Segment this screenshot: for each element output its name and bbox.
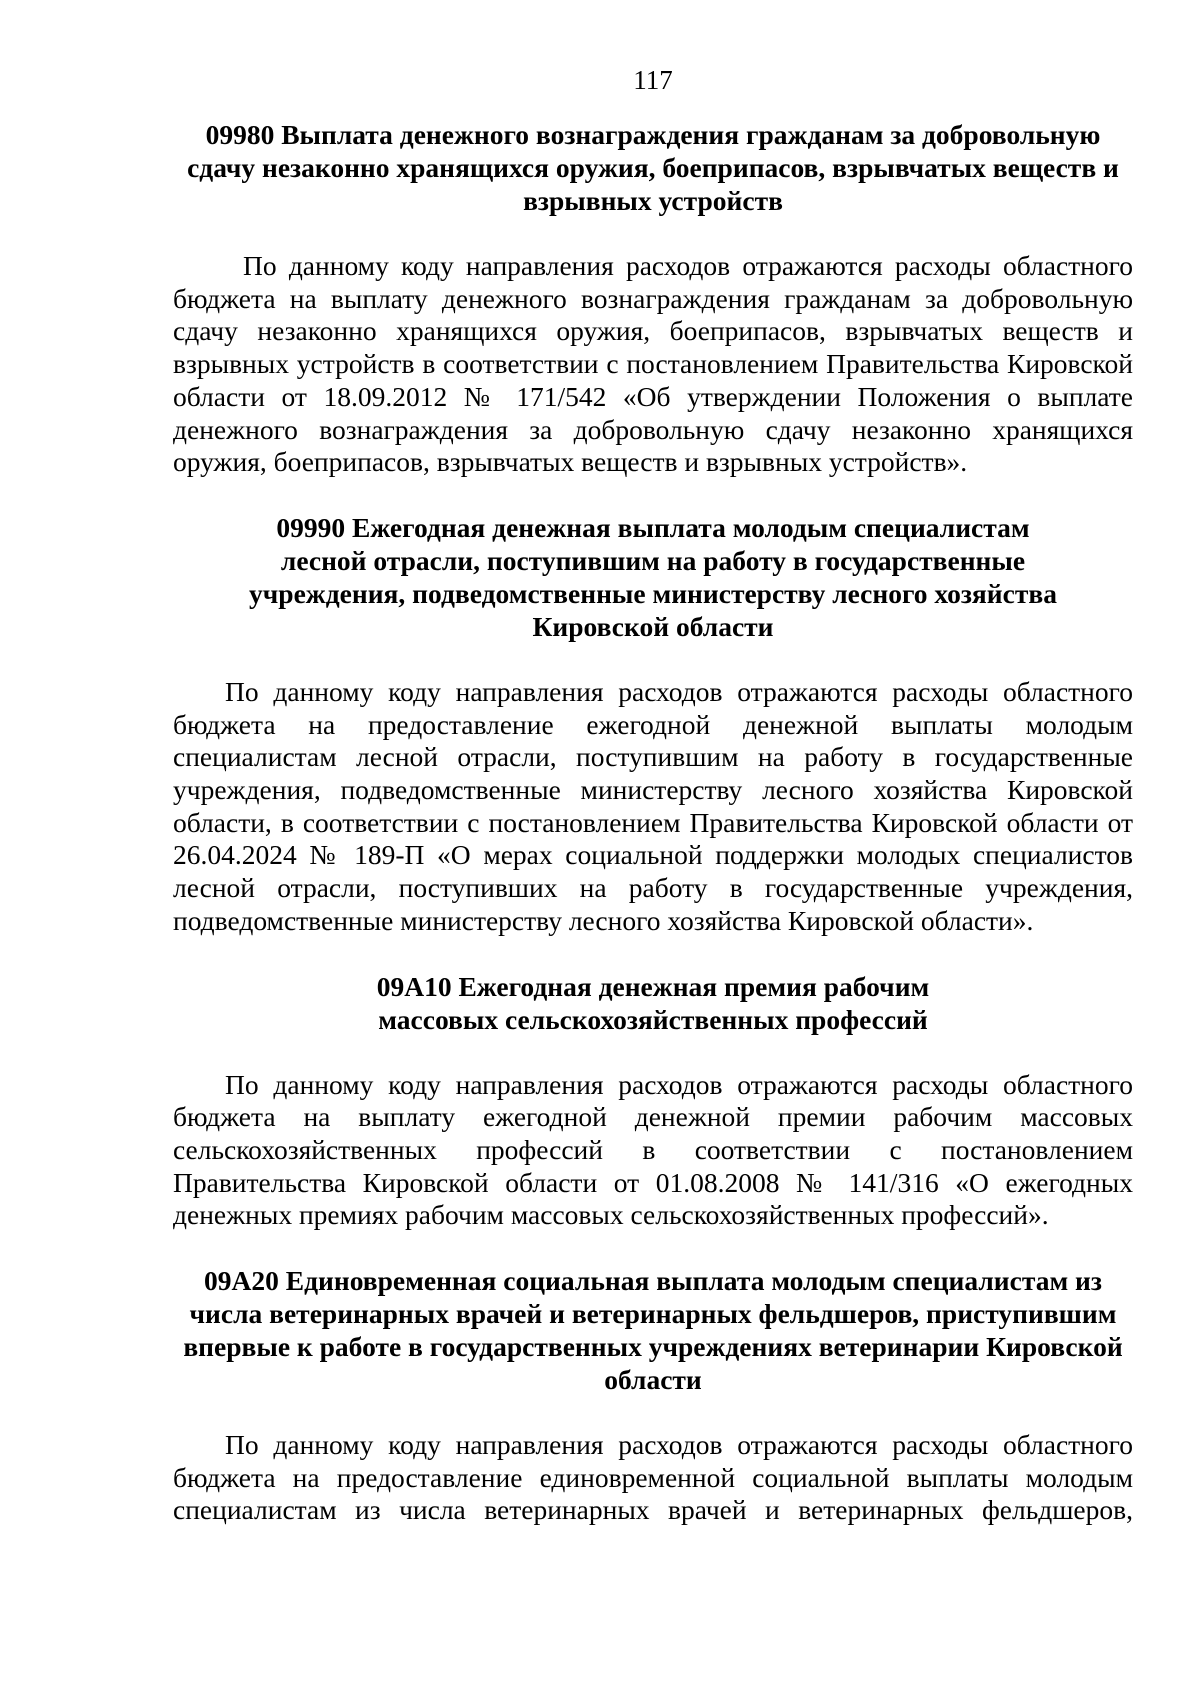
spacer	[173, 479, 1133, 511]
spacer	[173, 643, 1133, 676]
document-page	[173, 64, 1133, 1527]
section-heading-09990: 09990 Ежегодная денежная выплата молодым специалистам лесной отрасли, поступившим на работу в государственные учреждения, подведомственные министерству лесного хозяйства Кировской области	[249, 511, 1057, 642]
section-paragraph-09990: По данному коду направления расходов отражаются расходы областного бюджета на предоставление ежегодной денежной выплаты молодым специалистам лесной отрасли, поступившим на работу в государственные учреждения, подведомственные министерству лесного хозяйства Кировской области, в соответствии с постановлением Правительства Кировской области от 26.04.2024 № 189-П «О мерах социальной поддержки молодых специалистов лесной отрасли, поступивших на работу в государственные учреждения, подведомственные министерству лесного хозяйства Кировской области».	[173, 675, 1133, 936]
section-paragraph-09A10: По данному коду направления расходов отражаются расходы областного бюджета на выплату ежегодной денежной премии рабочим массовых сельскохозяйственных профессий в соответствии с постановлением Правительства Кировской области от 01.08.2008 № 141/316 «О ежегодных денежных премиях рабочим массовых сельскохозяйственных профессий».	[173, 1068, 1133, 1231]
page-number: 117	[633, 65, 673, 95]
section-heading-09980: 09980 Выплата денежного вознаграждения гражданам за добровольную сдачу незаконно хранящихся оружия, боеприпасов, взрывчатых веществ и взрывных устройств	[187, 119, 1119, 216]
section-heading-09A20: 09А20 Единовременная социальная выплата молодым специалистам из числа ветеринарных врачей и ветеринарных фельдшеров, приступившим впервые к работе в государственных учреждениях ветеринарии Кировской области	[183, 1265, 1123, 1396]
spacer	[173, 217, 1133, 250]
section-paragraph-09980: По данному коду направления расходов отражаются расходы областного бюджета на выплату денежного вознаграждения гражданам за добровольную сдачу незаконно хранящихся оружия, боеприпасов, взрывчатых веществ и взрывных устройств в соответствии с постановлением Правительства Кировской области от 18.09.2012 № 171/542 «Об утверждении Положения о выплате денежного вознаграждения за добровольную сдачу незаконно хранящихся оружия, боеприпасов, взрывчатых веществ и взрывных устройств».	[173, 250, 1133, 478]
spacer	[173, 1232, 1133, 1264]
spacer	[173, 1036, 1133, 1069]
spacer	[173, 1396, 1133, 1429]
section-heading-09A10: 09А10 Ежегодная денежная премия рабочим массовых сельскохозяйственных профессий	[376, 970, 930, 1035]
section-paragraph-09A20: По данному коду направления расходов отражаются расходы областного бюджета на предоставление единовременной социальной выплаты молодым специалистам из числа ветеринарных врачей и ветеринарных фельдшеров,	[173, 1429, 1133, 1526]
spacer	[173, 938, 1133, 970]
